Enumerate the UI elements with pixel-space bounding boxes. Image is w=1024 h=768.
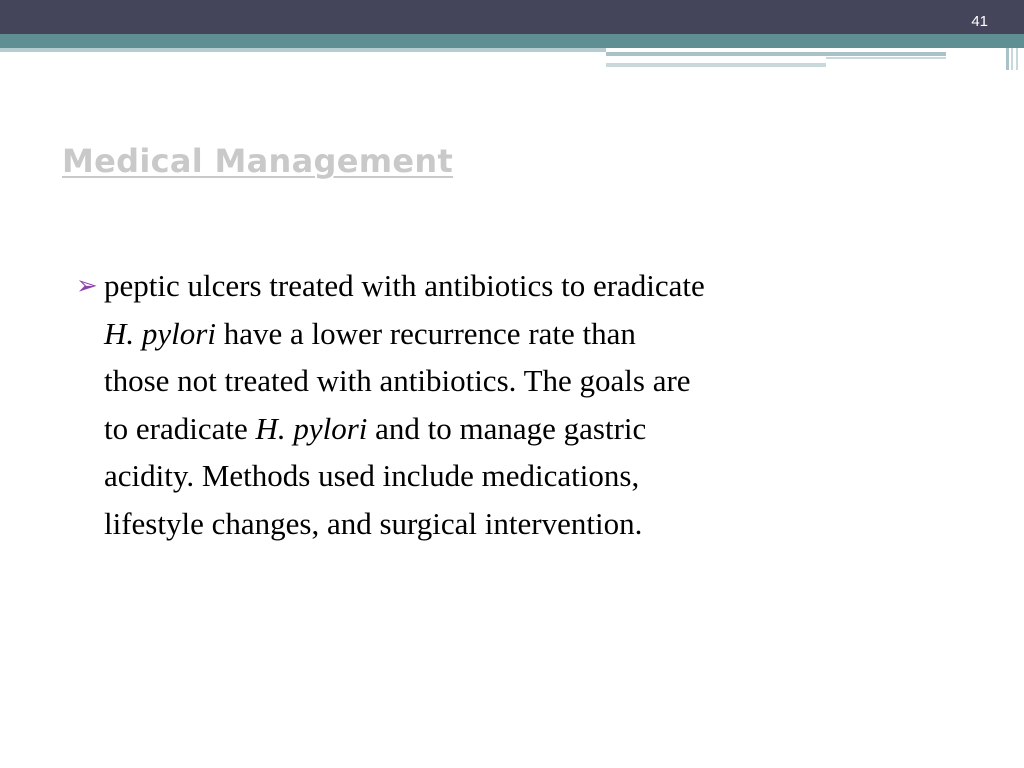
bullet-line-part: lifestyle changes, and surgical intervention.	[104, 505, 643, 541]
header-band	[0, 0, 1024, 34]
decorative-bar	[1011, 48, 1013, 70]
bullet-line	[104, 310, 976, 358]
decorative-bar	[1016, 48, 1018, 70]
bullet-line	[104, 405, 976, 453]
accent-stripe	[0, 48, 606, 52]
decorative-line	[606, 52, 946, 56]
bullet-line-part: those not treated with antibiotics. The goals are	[104, 363, 691, 398]
slide-number: 41	[971, 13, 988, 30]
bullet-line-part: and to manage gastric	[367, 410, 647, 446]
bullet-line	[104, 500, 976, 548]
slide-title: Medical Management	[62, 142, 454, 180]
bullet-line-part: acidity. Methods used include medications,	[104, 458, 640, 493]
bullet-line-part: have a lower recurrence rate than	[215, 315, 636, 351]
bullet-line-part: peptic ulcers treated with antibiotics to eradicate	[104, 268, 705, 303]
bullet-item	[76, 262, 976, 547]
bullet-line-part: to eradicate	[104, 410, 256, 446]
bullet-line	[104, 262, 976, 310]
decorative-line	[606, 63, 826, 67]
accent-band	[0, 34, 1024, 48]
bullet-line	[104, 357, 976, 405]
bullet-line-part: H. pylori	[255, 410, 368, 446]
decorative-line	[826, 57, 946, 59]
bullet-line	[104, 452, 976, 500]
arrow-bullet-icon: ➢	[76, 271, 98, 301]
bullet-text	[104, 262, 976, 547]
decorative-bar	[1006, 48, 1009, 70]
bullet-line-part: H. pylori	[104, 315, 216, 351]
